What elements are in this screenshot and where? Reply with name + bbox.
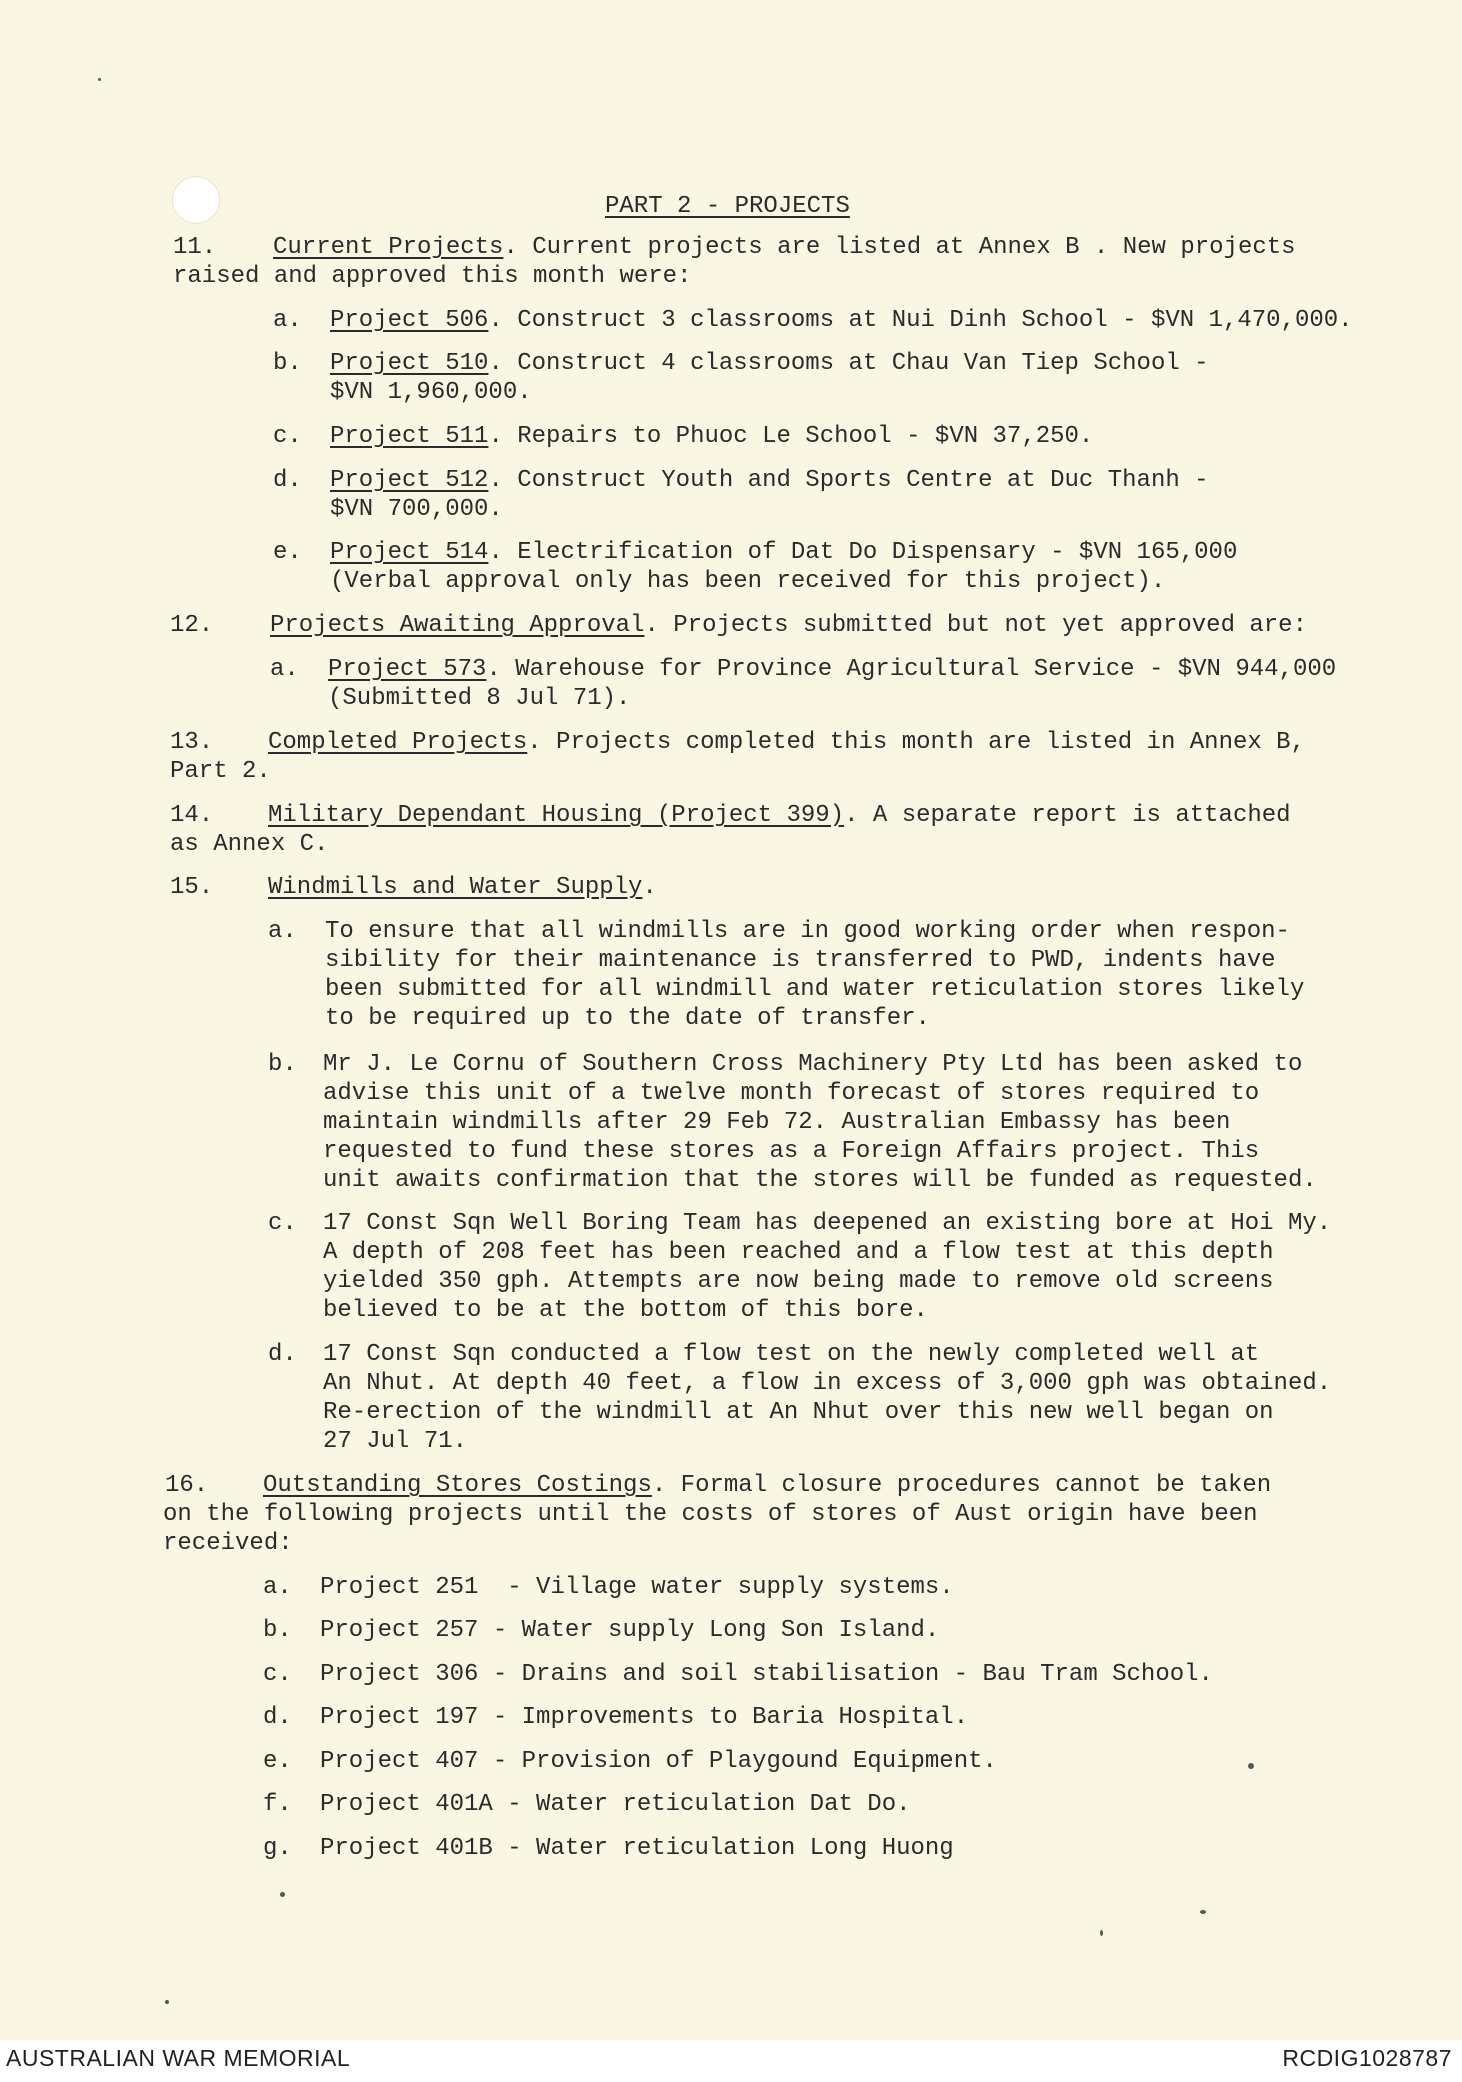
para-13-line2: Part 2. — [170, 758, 271, 785]
para-11c-text: . Repairs to Phuoc Le School - $VN 37,250. — [488, 423, 1094, 450]
para-15b-line: advise this unit of a twelve month forecast of stores required to — [323, 1080, 1260, 1107]
para-11-number: 11. — [173, 234, 217, 261]
para-11b-text: . Construct 4 classrooms at Chau Van Tiep School - — [488, 350, 1209, 377]
para-11c-line1 — [330, 422, 1093, 451]
para-15-tail: . — [642, 874, 657, 901]
para-14-heading: Military Dependant Housing (Project 399) — [268, 802, 845, 829]
para-15a-line: To ensure that all windmills are in good working order when respon- — [325, 918, 1290, 945]
para-16b-text: Project 257 - Water supply Long Son Island. — [320, 1617, 940, 1644]
para-15b-line: requested to fund these stores as a Foreign Affairs project. This — [323, 1138, 1260, 1165]
para-11-line2: raised and approved this month were: — [173, 263, 692, 290]
para-16e-letter: e. — [263, 1748, 292, 1775]
para-14-line2: as Annex C. — [170, 831, 329, 858]
para-13-number: 13. — [170, 729, 214, 756]
para-16-line1 — [263, 1471, 1271, 1500]
para-11a-text: . Construct 3 classrooms at Nui Dinh School - $VN 1,470,000. — [488, 307, 1353, 334]
para-11b-letter: b. — [273, 350, 302, 377]
para-11d-letter: d. — [273, 467, 302, 494]
para-16e-text: Project 407 - Provision of Playgound Equipment. — [320, 1748, 997, 1775]
project-506-link: Project 506 — [330, 307, 489, 334]
ink-speck — [1100, 1930, 1103, 1936]
para-12a-text: . Warehouse for Province Agricultural Service - $VN 944,000 — [486, 656, 1337, 683]
footer-source: AUSTRALIAN WAR MEMORIAL — [6, 2045, 351, 2071]
para-11c-letter: c. — [273, 423, 302, 450]
para-11e-line2: (Verbal approval only has been received for this project). — [330, 568, 1166, 595]
project-512-link: Project 512 — [330, 467, 489, 494]
para-15c-line: believed to be at the bottom of this bore. — [323, 1297, 928, 1324]
para-16-line3: received: — [163, 1530, 293, 1557]
para-16-text: . Formal closure procedures cannot be taken — [651, 1472, 1272, 1499]
para-15-number: 15. — [170, 874, 214, 901]
para-11b-line1 — [330, 349, 1209, 378]
ink-speck — [280, 1892, 285, 1897]
para-11-heading: Current Projects — [273, 234, 504, 261]
para-12a-letter: a. — [270, 656, 299, 683]
para-12-text: . Projects submitted but not yet approved are: — [644, 612, 1307, 639]
para-11e-text: . Electrification of Dat Do Dispensary - $VN 165,000 — [488, 539, 1238, 566]
para-14-line1 — [268, 801, 1291, 830]
para-15d-letter: d. — [268, 1341, 297, 1368]
para-15a-letter: a. — [268, 918, 297, 945]
para-16c-letter: c. — [263, 1661, 292, 1688]
project-514-link: Project 514 — [330, 539, 489, 566]
para-13-line1 — [268, 728, 1305, 757]
para-15b-line: Mr J. Le Cornu of Southern Cross Machinery Pty Ltd has been asked to — [323, 1051, 1303, 1078]
para-16d-letter: d. — [263, 1704, 292, 1731]
footer-record-id: RCDIG1028787 — [1282, 2045, 1452, 2071]
para-15b-line: maintain windmills after 29 Feb 72. Australian Embassy has been — [323, 1109, 1231, 1136]
para-15-line1 — [268, 873, 657, 902]
para-15b-letter: b. — [268, 1051, 297, 1078]
para-11d-text: . Construct Youth and Sports Centre at Duc Thanh - — [488, 467, 1209, 494]
para-14-text: . A separate report is attached — [844, 802, 1291, 829]
para-16c-text: Project 306 - Drains and soil stabilisation - Bau Tram School. — [320, 1661, 1213, 1688]
para-11e-letter: e. — [273, 539, 302, 566]
para-15d-line: An Nhut. At depth 40 feet, a flow in excess of 3,000 gph was obtained. — [323, 1370, 1332, 1397]
para-11-line1 — [273, 233, 1296, 262]
para-15-heading: Windmills and Water Supply — [268, 874, 643, 901]
para-15c-letter: c. — [268, 1210, 297, 1237]
para-15a-line: to be required up to the date of transfer. — [325, 1005, 930, 1032]
ink-speck — [98, 78, 101, 81]
para-15d-line: 27 Jul 71. — [323, 1428, 468, 1455]
para-16f-text: Project 401A - Water reticulation Dat Do. — [320, 1791, 911, 1818]
para-16g-letter: g. — [263, 1835, 292, 1862]
para-16-heading: Outstanding Stores Costings — [263, 1472, 652, 1499]
para-11a-letter: a. — [273, 307, 302, 334]
para-11d-line1 — [330, 466, 1209, 495]
para-14-number: 14. — [170, 802, 214, 829]
para-11e-line1 — [330, 538, 1237, 567]
page-title: PART 2 - PROJECTS — [605, 193, 850, 220]
para-15d-line: 17 Const Sqn conducted a flow test on the newly completed well at — [323, 1341, 1260, 1368]
para-15a-line: sibility for their maintenance is transferred to PWD, indents have — [325, 947, 1276, 974]
para-15b-line: unit awaits confirmation that the stores will be funded as requested. — [323, 1167, 1317, 1194]
para-16d-text: Project 197 - Improvements to Baria Hospital. — [320, 1704, 969, 1731]
ink-speck — [1248, 1763, 1254, 1769]
para-16a-letter: a. — [263, 1574, 292, 1601]
para-15c-line: A depth of 208 feet has been reached and a flow test at this depth — [323, 1239, 1274, 1266]
ink-speck — [1200, 1910, 1206, 1914]
para-16b-letter: b. — [263, 1617, 292, 1644]
para-11-text1: . Current projects are listed at Annex B . New projects — [503, 234, 1296, 261]
para-12-line1 — [270, 611, 1307, 640]
para-11b-line2: $VN 1,960,000. — [330, 379, 532, 406]
para-12-number: 12. — [170, 612, 214, 639]
para-16a-text: Project 251 - Village water supply systems. — [320, 1574, 954, 1601]
para-16-line2: on the following projects until the costs of stores of Aust origin have been — [163, 1501, 1258, 1528]
project-573-link: Project 573 — [328, 656, 487, 683]
para-11a-line1 — [330, 306, 1353, 335]
para-16-number: 16. — [165, 1472, 209, 1499]
para-15d-line: Re-erection of the windmill at An Nhut over this new well began on — [323, 1399, 1274, 1426]
para-12-heading: Projects Awaiting Approval — [270, 612, 645, 639]
project-511-link: Project 511 — [330, 423, 489, 450]
para-16f-letter: f. — [263, 1791, 292, 1818]
para-13-heading: Completed Projects — [268, 729, 528, 756]
para-12a-line1 — [328, 655, 1336, 684]
para-13-text: . Projects completed this month are listed in Annex B, — [527, 729, 1305, 756]
para-11d-line2: $VN 700,000. — [330, 496, 503, 523]
para-12a-line2: (Submitted 8 Jul 71). — [328, 685, 631, 712]
para-16g-text: Project 401B - Water reticulation Long Huong — [320, 1835, 954, 1862]
ink-speck — [165, 2000, 169, 2004]
para-15c-line: 17 Const Sqn Well Boring Team has deepened an existing bore at Hoi My. — [323, 1210, 1332, 1237]
para-15c-line: yielded 350 gph. Attempts are now being made to remove old screens — [323, 1268, 1274, 1295]
project-510-link: Project 510 — [330, 350, 489, 377]
para-15a-line: been submitted for all windmill and water reticulation stores likely — [325, 976, 1305, 1003]
